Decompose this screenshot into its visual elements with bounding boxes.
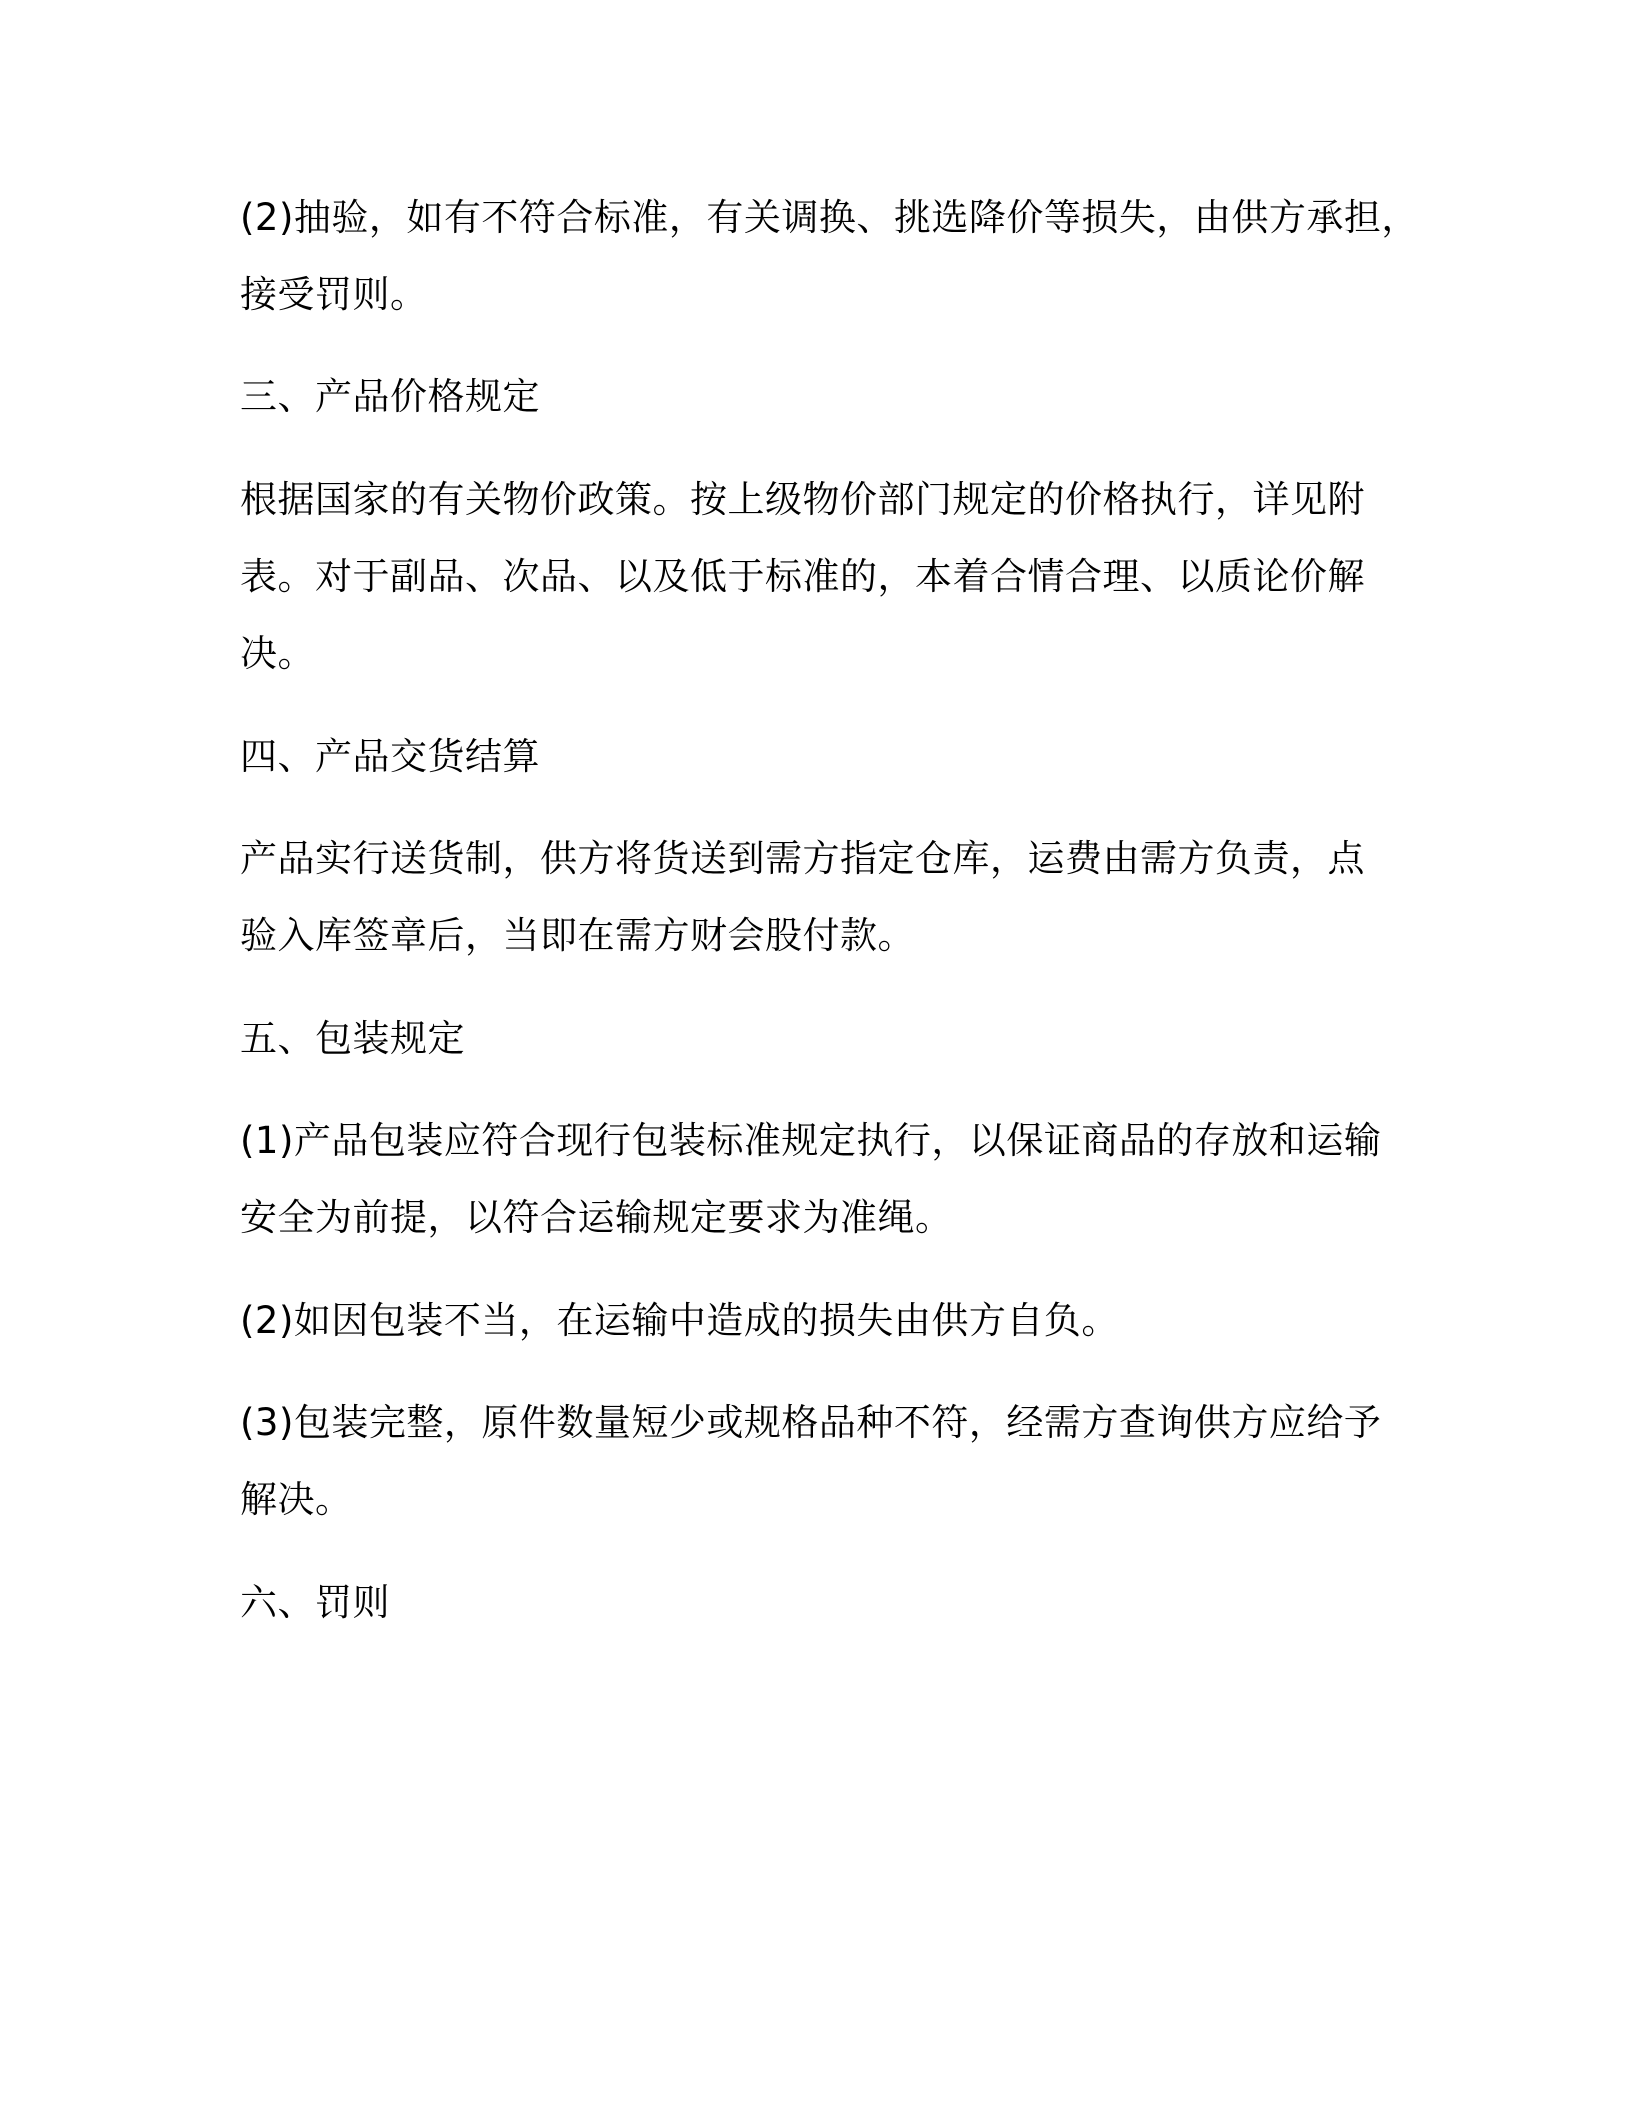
section-3-line-1: 根据国家的有关物价政策。按上级物价部门规定的价格执行，详见附 (240, 478, 1365, 521)
section-3-line-2: 表。对于副品、次品、以及低于标准的，本着合情合理、以质论价解 (240, 555, 1365, 598)
section-4-heading: 四、产品交货结算 (240, 735, 540, 778)
clause-2-line-1: (2)抽验，如有不符合标准，有关调换、挑选降价等损失，由供方承担， (240, 196, 1419, 239)
section-4-line-2: 验入库签章后，当即在需方财会股付款。 (240, 914, 915, 957)
section-5-item-2-line-1: (2)如因包装不当，在运输中造成的损失由供方自负。 (240, 1299, 1119, 1342)
section-4-line-1: 产品实行送货制，供方将货送到需方指定仓库，运费由需方负责，点 (240, 837, 1365, 880)
section-3-heading: 三、产品价格规定 (240, 375, 540, 418)
section-5-item-3-line-2: 解决。 (240, 1478, 353, 1521)
clause-2-line-2: 接受罚则。 (240, 273, 428, 316)
section-6-heading: 六、罚则 (240, 1581, 390, 1624)
section-5-heading: 五、包装规定 (240, 1017, 465, 1060)
section-5-item-1-line-1: (1)产品包装应符合现行包装标准规定执行，以保证商品的存放和运输 (240, 1119, 1382, 1162)
section-3-line-3: 决。 (240, 632, 315, 675)
section-5-item-3-line-1: (3)包装完整，原件数量短少或规格品种不符，经需方查询供方应给予 (240, 1401, 1382, 1444)
section-5-item-1-line-2: 安全为前提，以符合运输规定要求为准绳。 (240, 1196, 953, 1239)
